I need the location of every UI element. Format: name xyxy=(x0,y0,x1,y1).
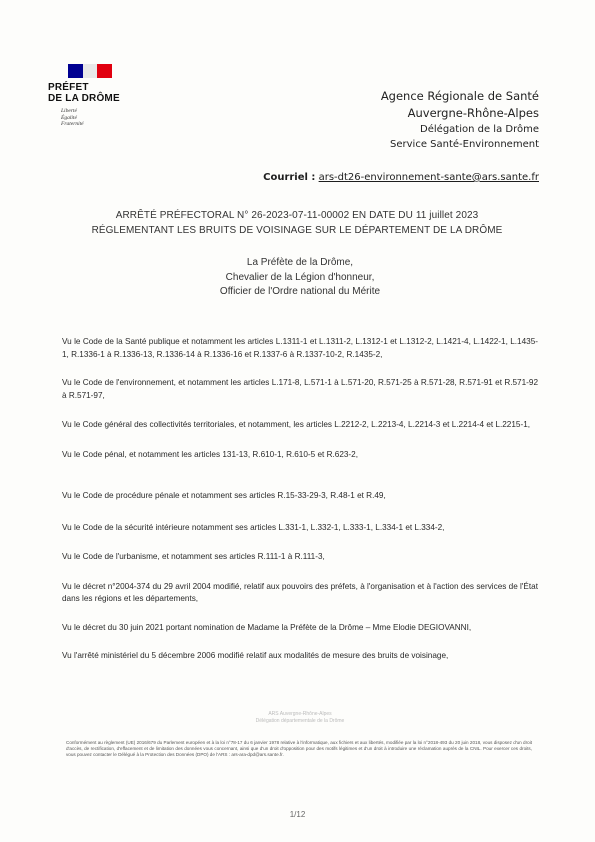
visa-item: Vu le Code de la Santé publique et notamment les articles L.1311-1 et L.1311-2, L.1312-1 et L.1312-2, L.1421-4, L.1422-1, L.1435-1, R.1336-1 à R.1336-13, R.1336-14 à R.1336-16 et R.1337-6 à R.1337-10-2, R.1435-2, xyxy=(62,337,538,359)
gdpr-notice: Conformément au règlement (UE) 2016/679 du Parlement européen et à la loi n°78-17 du 6 janvier 1978 relative à l'informatique, aux fichiers et aux libertés, modifiée par la loi n°2018-493 du 20 juin 2018, vous disposez d'un droit d'accès, de rectification, d'effacement et de limitation des données vous concernant, ainsi que d'un droit d'opposition pour des motifs légitimes et d'un droit à introduire une réclamation auprès de la CNIL. Pour exercer ces droits, vous pouvez contacter le Délégué à la Protection des Données (DPO) de l'ARS : ars-ara-dpd@ars.sante.fr. xyxy=(66,740,532,758)
agency-header xyxy=(381,88,539,152)
agency-name: Agence Régionale de Santé xyxy=(380,89,539,103)
visa-item: Vu le décret du 30 juin 2021 portant nomination de Madame la Préfète de la Drôme – Mme Elodie DEGIOVANNI, xyxy=(62,622,472,632)
flag-white-stripe xyxy=(83,64,98,78)
contact-email-link[interactable]: ars-dt26-environnement-sante@ars.sante.fr xyxy=(318,172,539,183)
visa-item: Vu le décret n°2004-374 du 29 avril 2004 modifié, relatif aux pouvoirs des préfets, à l'organisation et à l'action des services de l'État dans les régions et les départements, xyxy=(62,581,538,603)
visa-item: Vu le Code pénal, et notamment les articles 131-13, R.610-1, R.610-5 et R.623-2, xyxy=(62,449,358,459)
faint-footer-line1: ARS Auvergne-Rhône-Alpes xyxy=(268,711,332,717)
agency-service: Service Santé-Environnement xyxy=(390,139,539,150)
visa-item: Vu le Code de l'environnement, et notamment les articles L.171-8, L.571-1 à L.571-20, R.571-25 à R.571-28, R.571-91 et R.571-92 à R.571-97, xyxy=(62,378,538,400)
visas-list xyxy=(62,336,538,663)
signatory-line3: Officier de l'Ordre national du Mérite xyxy=(219,286,381,297)
faint-footer-address xyxy=(140,711,460,725)
visa-item: Vu le Code de l'urbanisme, et notamment ses articles R.111-1 à R.111-3, xyxy=(62,552,325,561)
visa-item: Vu l'arrêté ministériel du 5 décembre 2006 modifié relatif aux modalités de mesure des bruits de voisinage, xyxy=(62,651,449,660)
arrete-title-line2: RÉGLEMENTANT LES BRUITS DE VOISINAGE SUR LE DÉPARTEMENT DE LA DRÔME xyxy=(91,225,503,236)
prefecture-logo xyxy=(48,64,158,128)
republic-motto xyxy=(61,108,158,128)
agency-delegation: Délégation de la Drôme xyxy=(420,124,539,135)
flag-red-stripe xyxy=(97,64,112,78)
contact-line xyxy=(263,172,539,183)
contact-label: Courriel : xyxy=(263,172,316,183)
prefet-title-line2: DE LA DRÔME xyxy=(48,93,120,104)
signatory-line1: La Préfète de la Drôme, xyxy=(246,257,354,268)
arrete-title-line1: ARRÊTÉ PRÉFECTORAL N° 26-2023-07-11-00002 EN DATE DU 11 juillet 2023 xyxy=(115,210,479,221)
agency-region: Auvergne-Rhône-Alpes xyxy=(407,106,539,120)
visa-item: Vu le Code de procédure pénale et notamment ses articles R.15-33-29-3, R.48-1 et R.49, xyxy=(62,491,386,500)
flag-blue-stripe xyxy=(68,64,83,78)
visa-item: Vu le Code général des collectivités territoriales, et notamment, les articles L.2212-2, L.2213-4, L.2214-3 et L.2214-4 et L.2215-1, xyxy=(62,420,531,429)
visa-item: Vu le Code de la sécurité intérieure notamment ses articles L.331-1, L.332-1, L.333-1, L.334-1 et L.334-2, xyxy=(62,522,445,532)
arrete-title xyxy=(58,208,536,238)
motto-liberte: Liberté xyxy=(61,108,77,114)
marianne-flag-icon xyxy=(68,64,112,78)
prefet-title-line1: PRÉFET xyxy=(48,82,89,93)
motto-fraternite: Fraternité xyxy=(61,121,84,127)
signatory-block xyxy=(140,256,460,300)
page-number: 1/12 xyxy=(289,810,306,819)
faint-footer-line2: Délégation départementale de la Drôme xyxy=(255,718,345,724)
signatory-line2: Chevalier de la Légion d'honneur, xyxy=(225,271,375,283)
motto-egalite: Égalité xyxy=(61,114,77,121)
